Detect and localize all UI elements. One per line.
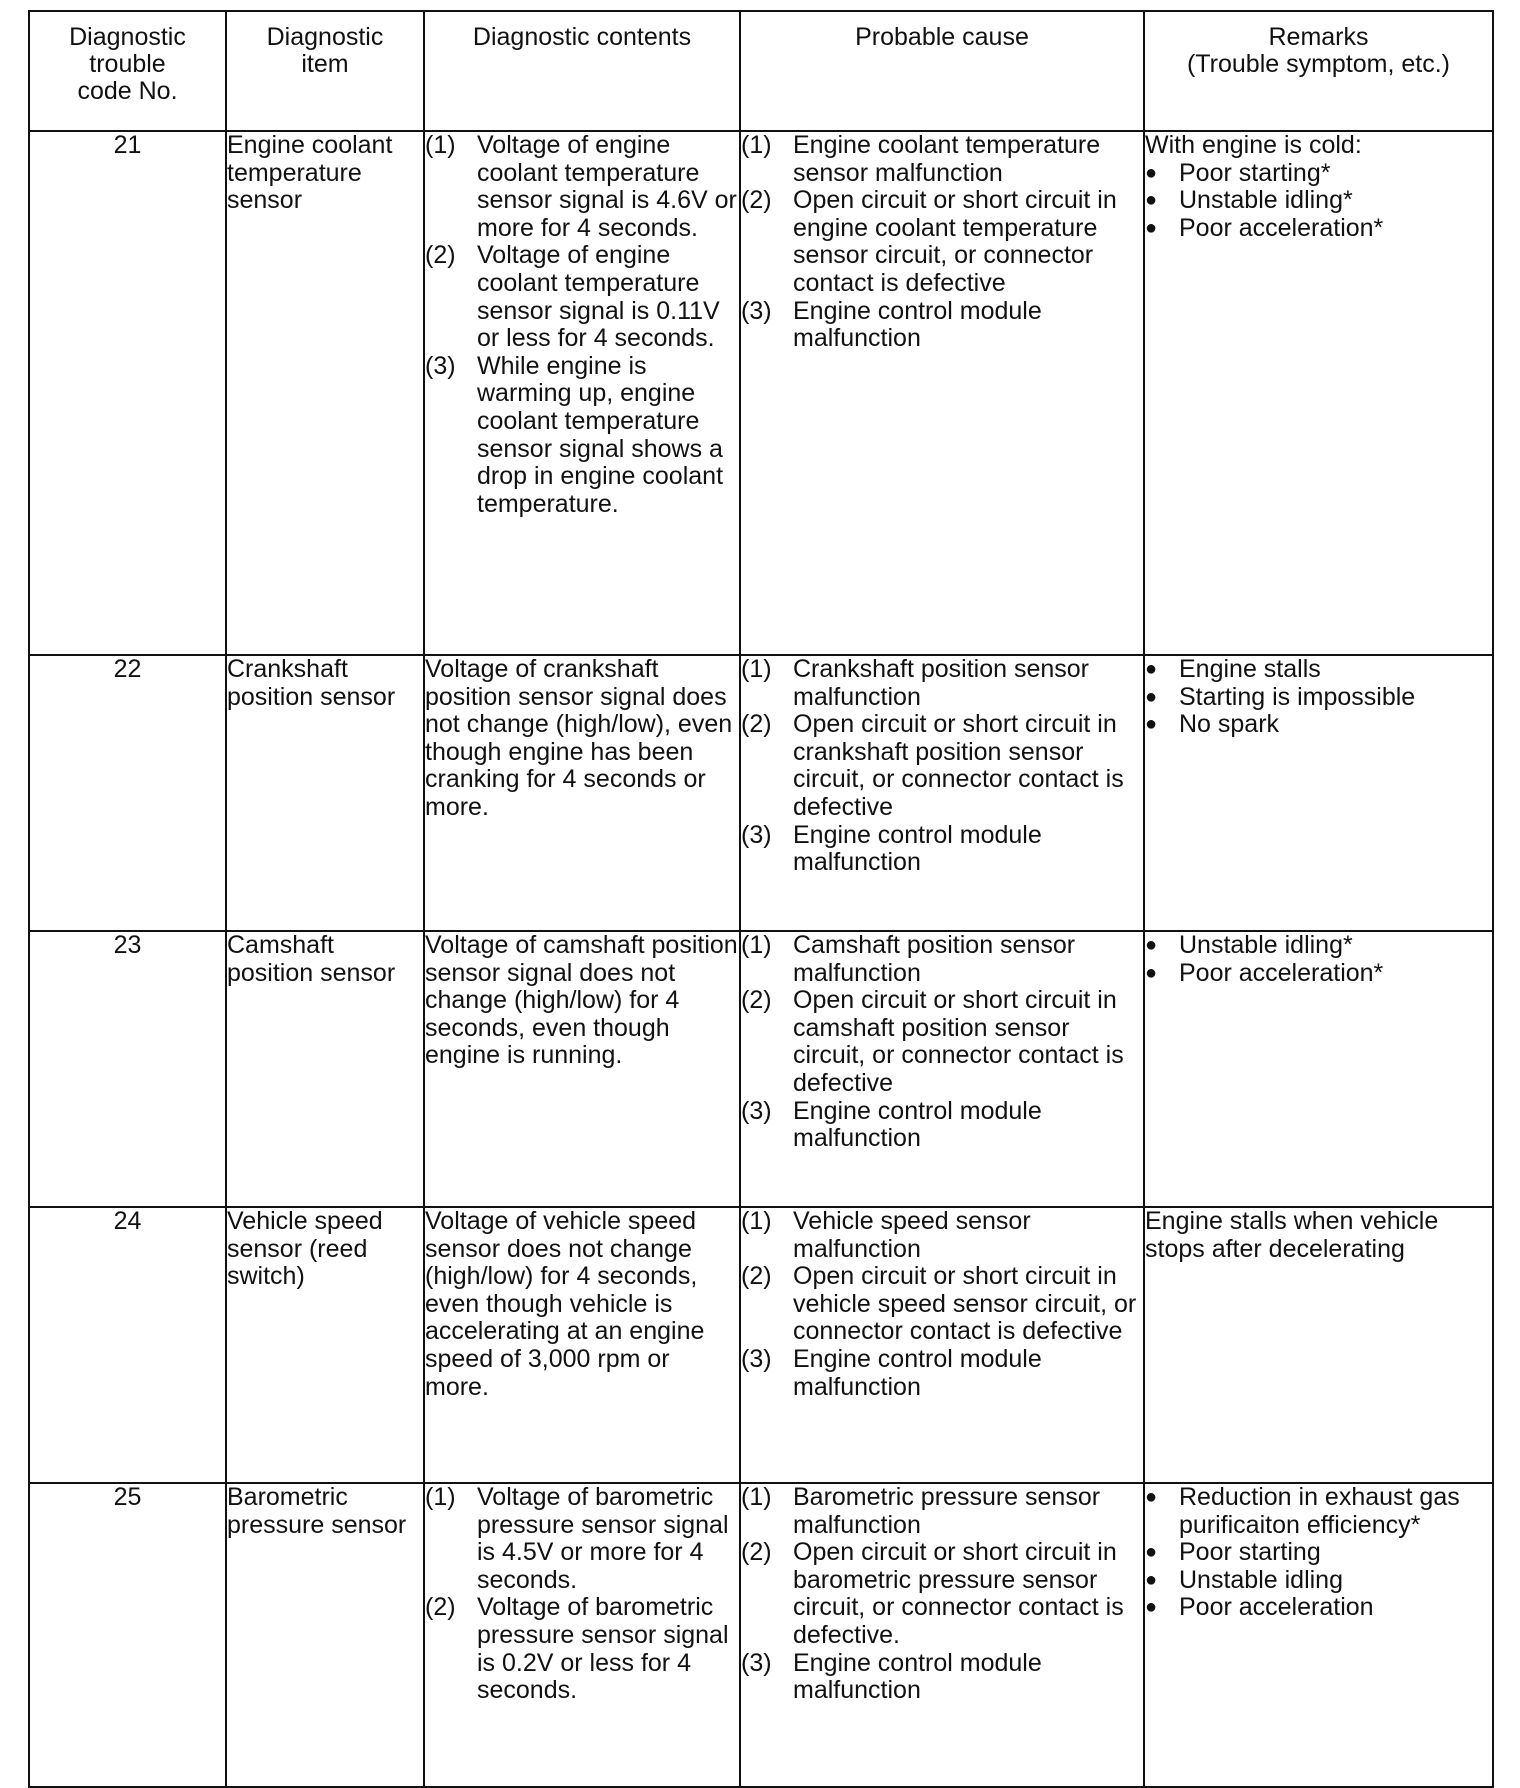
header-contents-line: Diagnostic contents bbox=[472, 23, 692, 51]
numbered-item: (3) Engine control module malfunction bbox=[741, 1344, 1042, 1401]
table-row bbox=[29, 131, 1493, 655]
header-item bbox=[226, 11, 424, 131]
contents-cell: Voltage of camshaft position sensor signal does not change (high/low) for 4 seconds, even though engine is running. bbox=[424, 931, 740, 1207]
numbered-item: (2) Voltage of barometric pressure sensor signal is 0.2V or less for 4 seconds. bbox=[425, 1593, 729, 1705]
table-row bbox=[29, 1207, 1493, 1483]
header-code-line: code No. bbox=[77, 77, 178, 105]
cause-cell bbox=[740, 1483, 1144, 1787]
header-item-line: Diagnostic bbox=[266, 23, 384, 51]
contents-cell: Voltage of crankshaft position sensor signal does not change (high/low), even though engine has been cranking for 4 seconds or more. bbox=[424, 655, 740, 931]
bullet-item: ● Unstable idling bbox=[1145, 1565, 1343, 1594]
bullet-icon: ● bbox=[1145, 189, 1158, 212]
item-cell: Barometric pressure sensor bbox=[226, 1483, 424, 1787]
cause-cell bbox=[740, 1207, 1144, 1483]
bullet-icon: ● bbox=[1145, 713, 1158, 736]
table-row bbox=[29, 931, 1493, 1207]
header-item-line: item bbox=[301, 50, 349, 78]
bullet-item: ● Reduction in exhaust gas purificaiton efficiency* bbox=[1145, 1483, 1460, 1539]
cause-cell bbox=[740, 655, 1144, 931]
header-code bbox=[29, 11, 226, 131]
code-cell: 24 bbox=[29, 1207, 226, 1483]
diagnostic-trouble-code-table bbox=[28, 10, 1494, 1788]
header-code-line: Diagnostic bbox=[69, 23, 186, 51]
numbered-item: (2) Open circuit or short circuit in vehicle speed sensor circuit, or connector contact is defective bbox=[741, 1262, 1137, 1346]
header-cause bbox=[740, 11, 1144, 131]
numbered-item: (1) Engine coolant temperature sensor malfunction bbox=[741, 131, 1101, 187]
remarks-cell bbox=[1144, 655, 1493, 931]
header-remarks-line: (Trouble symptom, etc.) bbox=[1186, 50, 1451, 78]
numbered-item: (1) Crankshaft position sensor malfunction bbox=[741, 655, 1089, 711]
item-cell: Camshaft position sensor bbox=[226, 931, 424, 1207]
bullet-item: ● Starting is impossible bbox=[1145, 682, 1416, 711]
bullet-icon: ● bbox=[1145, 1541, 1158, 1564]
numbered-item: (3) Engine control module malfunction bbox=[741, 820, 1042, 877]
remarks-cell bbox=[1144, 1483, 1493, 1787]
contents-cell bbox=[424, 1483, 740, 1787]
numbered-item: (1) Voltage of barometric pressure sensor signal is 4.5V or more for 4 seconds. bbox=[425, 1483, 729, 1594]
table-row bbox=[29, 1483, 1493, 1787]
bullet-icon: ● bbox=[1145, 216, 1158, 239]
bullet-icon: ● bbox=[1145, 934, 1158, 956]
bullet-icon: ● bbox=[1145, 658, 1158, 680]
bullet-icon: ● bbox=[1145, 685, 1158, 708]
cause-cell bbox=[740, 131, 1144, 655]
numbered-item: (1) Voltage of engine coolant temperature sensor signal is 4.6V or more for 4 seconds. bbox=[425, 131, 737, 242]
numbered-item: (3) While engine is warming up, engine coolant temperature sensor signal shows a drop in engine coolant temperature. bbox=[425, 351, 724, 518]
code-cell: 21 bbox=[29, 131, 226, 655]
remarks-intro: With engine is cold: bbox=[1145, 131, 1362, 159]
item-cell: Engine coolant temperature sensor bbox=[226, 131, 424, 655]
bullet-item: ● Poor starting bbox=[1145, 1538, 1321, 1567]
code-cell: 23 bbox=[29, 931, 226, 1207]
item-cell: Crankshaft position sensor bbox=[226, 655, 424, 931]
contents-cell bbox=[424, 131, 740, 655]
table-row bbox=[29, 655, 1493, 931]
item-cell: Vehicle speed sensor (reed switch) bbox=[226, 1207, 424, 1483]
cause-cell bbox=[740, 931, 1144, 1207]
bullet-icon: ● bbox=[1145, 1486, 1158, 1508]
code-cell: 25 bbox=[29, 1483, 226, 1787]
numbered-item: (1) Vehicle speed sensor malfunction bbox=[741, 1207, 1031, 1263]
header-remarks bbox=[1144, 11, 1493, 131]
remarks-cell bbox=[1144, 131, 1493, 655]
bullet-icon: ● bbox=[1145, 1568, 1158, 1591]
bullet-item: ● Poor acceleration* bbox=[1145, 958, 1384, 987]
bullet-item: ● Unstable idling* bbox=[1145, 931, 1353, 959]
bullet-item: ● Poor acceleration bbox=[1145, 1593, 1374, 1622]
numbered-item: (2) Open circuit or short circuit in engine coolant temperature sensor circuit, or connector contact is defective bbox=[741, 186, 1117, 297]
contents-cell: Voltage of vehicle speed sensor does not change (high/low) for 4 seconds, even though vehicle is accelerating at an engine speed of 3,000 rpm or more. bbox=[424, 1207, 740, 1483]
numbered-item: (2) Open circuit or short circuit in camshaft position sensor circuit, or connector contact is defective bbox=[741, 986, 1124, 1097]
bullet-item: ● Engine stalls bbox=[1145, 655, 1321, 683]
header-contents bbox=[424, 11, 740, 131]
header-cause-line: Probable cause bbox=[855, 23, 1029, 51]
numbered-item: (3) Engine control module malfunction bbox=[741, 1096, 1042, 1153]
bullet-item: ● No spark bbox=[1145, 710, 1280, 739]
table-header-row bbox=[29, 11, 1493, 131]
bullet-icon: ● bbox=[1145, 1596, 1158, 1619]
header-code-line: trouble bbox=[89, 50, 166, 78]
numbered-item: (3) Engine control module malfunction bbox=[741, 1648, 1042, 1705]
numbered-item: (2) Open circuit or short circuit in barometric pressure sensor circuit, or connector contact is defective. bbox=[741, 1538, 1124, 1649]
bullet-icon: ● bbox=[1145, 161, 1158, 184]
remarks-cell: Engine stalls when vehicle stops after decelerating bbox=[1144, 1207, 1493, 1483]
numbered-item: (1) Barometric pressure sensor malfunction bbox=[741, 1483, 1101, 1539]
remarks-cell bbox=[1144, 931, 1493, 1207]
numbered-item: (2) Open circuit or short circuit in crankshaft position sensor circuit, or connector contact is defective bbox=[741, 710, 1124, 821]
bullet-item: ● Unstable idling* bbox=[1145, 186, 1353, 215]
header-remarks-line: Remarks bbox=[1268, 23, 1369, 51]
bullet-item: ● Poor acceleration* bbox=[1145, 213, 1384, 242]
numbered-item: (2) Voltage of engine coolant temperature sensor signal is 0.11V or less for 4 seconds. bbox=[425, 241, 720, 353]
numbered-item: (1) Camshaft position sensor malfunction bbox=[741, 931, 1076, 987]
numbered-item: (3) Engine control module malfunction bbox=[741, 296, 1042, 353]
bullet-icon: ● bbox=[1145, 961, 1158, 984]
code-cell: 22 bbox=[29, 655, 226, 931]
bullet-item: ● Poor starting* bbox=[1145, 158, 1331, 187]
